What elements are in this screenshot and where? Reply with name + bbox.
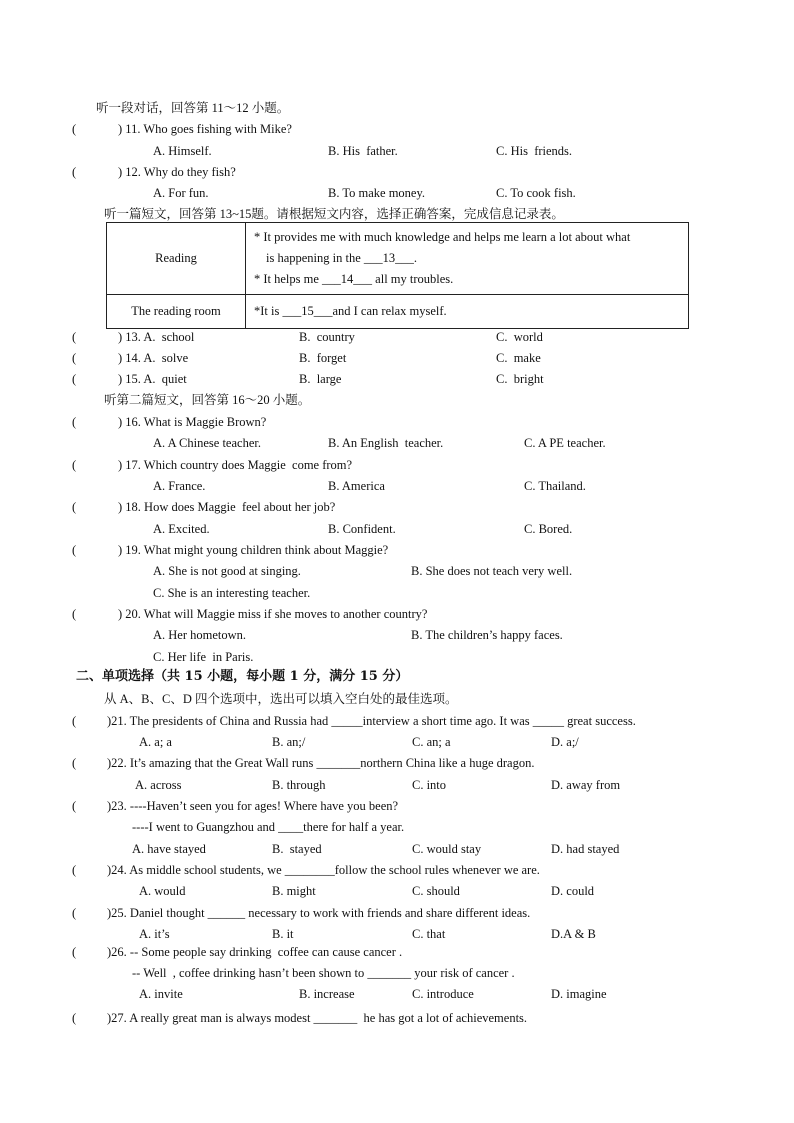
part2-instruction: 从 A、B、C、D 四个选项中，选出可以填入空白处的最佳选项。 xyxy=(104,692,458,706)
option-20-b: B. The children’s happy faces. xyxy=(411,628,563,642)
answer-paren-20[interactable]: ( xyxy=(72,607,77,621)
answer-paren-21[interactable]: ( xyxy=(72,714,77,728)
option-16-a: A. A Chinese teacher. xyxy=(153,436,261,450)
option-25-b: B. it xyxy=(272,927,294,941)
table-line-2: is happening in the ___13___. xyxy=(266,251,418,265)
question-18: ) 18. How does Maggie feel about her job? xyxy=(118,500,336,514)
question-15: ) 15. A. quiet xyxy=(118,372,187,386)
option-15-b: B. large xyxy=(299,372,342,386)
option-18-a: A. Excited. xyxy=(153,522,210,536)
option-23-b: B. stayed xyxy=(272,842,322,856)
question-27: )27. A really great man is always modest _______ he has got a lot of achievements. xyxy=(107,1011,528,1025)
answer-paren-24[interactable]: ( xyxy=(72,863,77,877)
option-25-d: D.A & B xyxy=(551,927,596,941)
option-26-a: A. invite xyxy=(139,987,183,1001)
question-20: ) 20. What will Maggie miss if she moves to another country? xyxy=(118,607,428,621)
option-17-c: C. Thailand. xyxy=(524,479,586,493)
option-21-a: A. a; a xyxy=(139,735,172,749)
option-23-c: C. would stay xyxy=(412,842,482,856)
option-26-b: B. increase xyxy=(299,987,355,1001)
option-23-d: D. had stayed xyxy=(551,842,620,856)
info-record-table xyxy=(106,222,689,329)
option-12-a: A. For fun. xyxy=(153,186,209,200)
question-11: ) 11. Who goes fishing with Mike? xyxy=(118,122,292,136)
question-16: ) 16. What is Maggie Brown? xyxy=(118,415,267,429)
answer-paren-22[interactable]: ( xyxy=(72,756,77,770)
option-26-d: D. imagine xyxy=(551,987,607,1001)
question-19: ) 19. What might young children think about Maggie? xyxy=(118,543,389,557)
option-19-b: B. She does not teach very well. xyxy=(411,564,573,578)
option-15-c: C. bright xyxy=(496,372,544,386)
answer-paren-16[interactable]: ( xyxy=(72,415,77,429)
table-content-reading xyxy=(246,223,689,295)
table-line-3: * It helps me ___14___ all my troubles. xyxy=(254,272,454,286)
answer-paren-12[interactable]: ( xyxy=(72,165,77,179)
question-17: ) 17. Which country does Maggie come from? xyxy=(118,458,353,472)
table-label-reading: Reading xyxy=(107,223,246,295)
option-13-b: B. country xyxy=(299,330,355,344)
answer-paren-18[interactable]: ( xyxy=(72,500,77,514)
question-26-reply: -- Well , coffee drinking hasn’t been shown to _______ your risk of cancer . xyxy=(132,966,515,980)
instruction-11-12: 听一段对话，回答第 11～12 小题。 xyxy=(96,101,290,115)
option-21-c: C. an; a xyxy=(412,735,451,749)
option-24-c: C. should xyxy=(412,884,460,898)
option-13-c: C. world xyxy=(496,330,543,344)
option-17-b: B. America xyxy=(328,479,385,493)
option-11-c: C. His friends. xyxy=(496,144,573,158)
question-26: )26. -- Some people say drinking coffee can cause cancer . xyxy=(107,945,403,959)
option-21-d: D. a;/ xyxy=(551,735,579,749)
instruction-13-15: 听一篇短文，回答第 13~15题。请根据短文内容，选择正确答案，完成信息记录表。 xyxy=(104,207,564,221)
option-26-c: C. introduce xyxy=(412,987,474,1001)
answer-paren-25[interactable]: ( xyxy=(72,906,77,920)
option-16-b: B. An English teacher. xyxy=(328,436,444,450)
option-25-a: A. it’s xyxy=(139,927,170,941)
question-14: ) 14. A. solve xyxy=(118,351,189,365)
table-line-1: * It provides me with much knowledge and helps me learn a lot about what xyxy=(254,230,631,244)
option-12-c: C. To cook fish. xyxy=(496,186,576,200)
answer-paren-26[interactable]: ( xyxy=(72,945,77,959)
option-17-a: A. France. xyxy=(153,479,206,493)
option-16-c: C. A PE teacher. xyxy=(524,436,606,450)
option-22-d: D. away from xyxy=(551,778,621,792)
question-25: )25. Daniel thought ______ necessary to work with friends and share different ideas. xyxy=(107,906,531,920)
option-19-c: C. She is an interesting teacher. xyxy=(153,586,311,600)
option-24-a: A. would xyxy=(139,884,186,898)
option-24-b: B. might xyxy=(272,884,316,898)
answer-paren-19[interactable]: ( xyxy=(72,543,77,557)
option-18-b: B. Confident. xyxy=(328,522,396,536)
question-13: ) 13. A. school xyxy=(118,330,195,344)
option-18-c: C. Bored. xyxy=(524,522,573,536)
option-22-c: C. into xyxy=(412,778,447,792)
option-22-b: B. through xyxy=(272,778,326,792)
option-24-d: D. could xyxy=(551,884,595,898)
answer-paren-27[interactable]: ( xyxy=(72,1011,77,1025)
option-11-a: A. Himself. xyxy=(153,144,212,158)
option-20-a: A. Her hometown. xyxy=(153,628,247,642)
option-23-a: A. have stayed xyxy=(132,842,206,856)
option-14-b: B. forget xyxy=(299,351,347,365)
question-23-reply: ----I went to Guangzhou and ____there for half a year. xyxy=(132,820,405,834)
question-23: )23. ----Haven’t seen you for ages! Where have you been? xyxy=(107,799,399,813)
part2-heading: 二、单项选择（共 15 小题，每小题 1 分，满分 15 分） xyxy=(76,669,409,684)
instruction-16-20: 听第二篇短文，回答第 16～20 小题。 xyxy=(104,393,311,407)
answer-paren-23[interactable]: ( xyxy=(72,799,77,813)
option-20-c: C. Her life in Paris. xyxy=(153,650,254,664)
option-21-b: B. an;/ xyxy=(272,735,306,749)
question-22: )22. It’s amazing that the Great Wall runs _______northern China like a huge dragon. xyxy=(107,756,535,770)
option-25-c: C. that xyxy=(412,927,446,941)
option-19-a: A. She is not good at singing. xyxy=(153,564,301,578)
answer-paren-15[interactable]: ( xyxy=(72,372,77,386)
option-12-b: B. To make money. xyxy=(328,186,426,200)
question-12: ) 12. Why do they fish? xyxy=(118,165,236,179)
answer-paren-14[interactable]: ( xyxy=(72,351,77,365)
question-21: )21. The presidents of China and Russia had _____interview a short time ago. It was _____ great success. xyxy=(107,714,636,728)
answer-paren-11[interactable]: ( xyxy=(72,122,77,136)
table-content-reading-room: *It is ___15___and I can relax myself. xyxy=(246,295,689,329)
answer-paren-13[interactable]: ( xyxy=(72,330,77,344)
table-label-reading-room: The reading room xyxy=(107,295,246,329)
answer-paren-17[interactable]: ( xyxy=(72,458,77,472)
option-22-a: A. across xyxy=(135,778,182,792)
option-14-c: C. make xyxy=(496,351,541,365)
question-24: )24. As middle school students, we ________follow the school rules whenever we are. xyxy=(107,863,540,877)
option-11-b: B. His father. xyxy=(328,144,398,158)
